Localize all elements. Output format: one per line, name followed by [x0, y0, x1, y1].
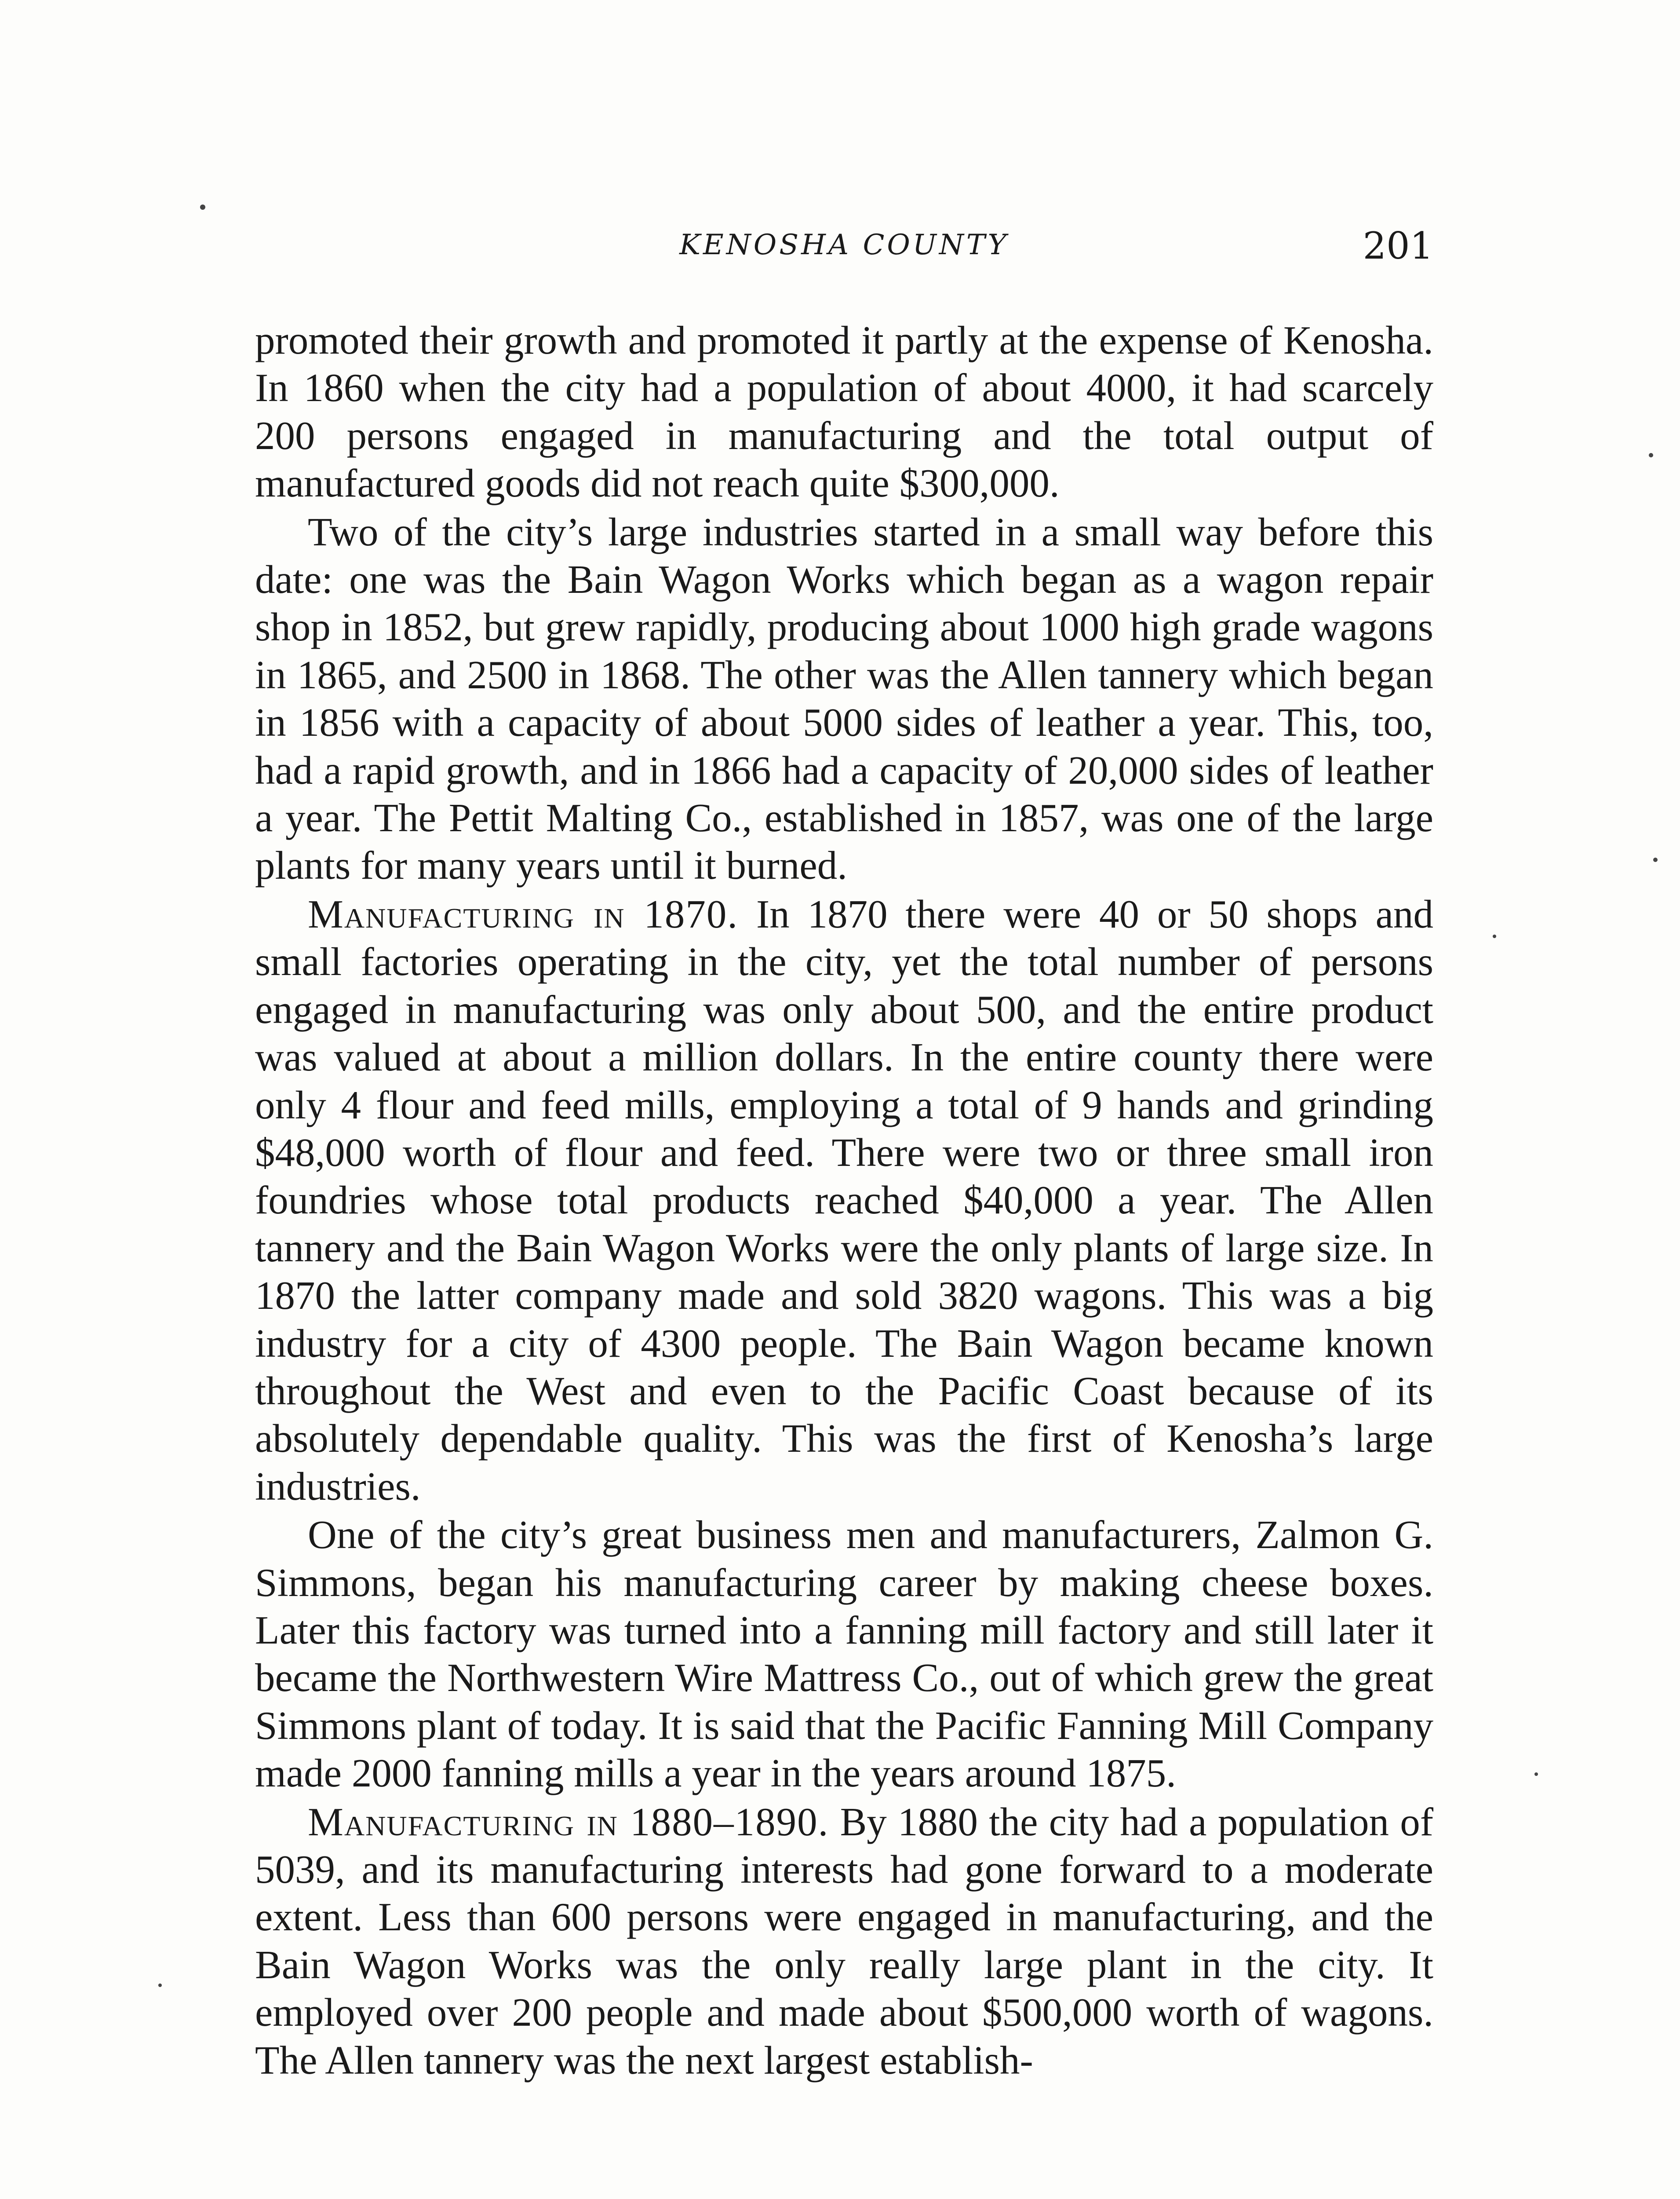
paragraph: [255, 1798, 1433, 2084]
paragraph-text: Two of the city’s large industries started in a small way before this date: one was the Bain Wagon Works which began as a wagon repair shop in 1852, but grew rapidly, producing about 1000 high grade wagons in 1865, and 2500 in 1868. The other was the Allen tannery which began in 1856 with a capacity of about 5000 sides of leather a year. This, too, had a rapid growth, and in 1866 had a capacity of 20,000 sides of leather a year. The Pettit Malting Co., established in 1857, was one of the large plants for many years until it burned.: [255, 509, 1433, 888]
print-speck: [200, 205, 205, 210]
running-head: [255, 224, 1433, 267]
print-speck: [1534, 1772, 1538, 1776]
print-speck: [1649, 453, 1653, 457]
print-speck: [1493, 935, 1496, 938]
print-speck: [1653, 858, 1658, 862]
section-heading: Manufacturing in 1880–1890.: [308, 1799, 829, 1844]
section-heading: Manufacturing in 1870.: [308, 891, 739, 936]
paragraph: [255, 508, 1433, 890]
paragraph: [255, 1511, 1433, 1797]
paragraph: [255, 317, 1433, 508]
paragraph: [255, 891, 1433, 1510]
body-text: [255, 317, 1433, 2084]
paragraph-text: promoted their growth and promoted it partly at the expense of Kenosha. In 1860 when the city had a population of about 4000, it had scarcely 200 persons engaged in manufacturing and the total output of manufactured goods did not reach quite $300,000.: [255, 318, 1433, 506]
page-number: 201: [1363, 224, 1433, 267]
paragraph-text: In 1870 there were 40 or 50 shops and small factories operating in the city, yet the total number of persons engaged in manufacturing was only about 500, and the entire product was valued at about a million dollars. In the entire county there were only 4 flour and feed mills, employing a total of 9 hands and grinding $48,000 worth of flour and feed. There were two or three small iron foundries whose total products reached $40,000 a year. The Allen tannery and the Bain Wagon Works were the only plants of large size. In 1870 the latter company made and sold 3820 wagons. This was a big industry for a city of 4300 people. The Bain Wagon became known throughout the West and even to the Pacific Coast because of its absolutely dependable quality. This was the first of Kenosha’s large industries.: [255, 891, 1433, 1509]
paragraph-text: One of the city’s great business men and manufacturers, Zalmon G. Simmons, began his manufacturing career by making cheese boxes. Later this factory was turned into a fanning mill factory and still later it became the Northwestern Wire Mattress Co., out of which grew the great Simmons plant of today. It is said that the Pacific Fanning Mill Company made 2000 fanning mills a year in the years around 1875.: [255, 1512, 1433, 1796]
paragraph-text: By 1880 the city had a population of 5039, and its manufacturing interests had gone forward to a moderate extent. Less than 600 persons were engaged in manufacturing, and the Bain Wagon Works was the only really large plant in the city. It employed over 200 people and made about $500,000 worth of wagons. The Allen tannery was the next largest establish-: [255, 1799, 1433, 2082]
print-speck: [158, 1983, 162, 1987]
running-title: KENOSHA COUNTY: [679, 229, 1009, 261]
